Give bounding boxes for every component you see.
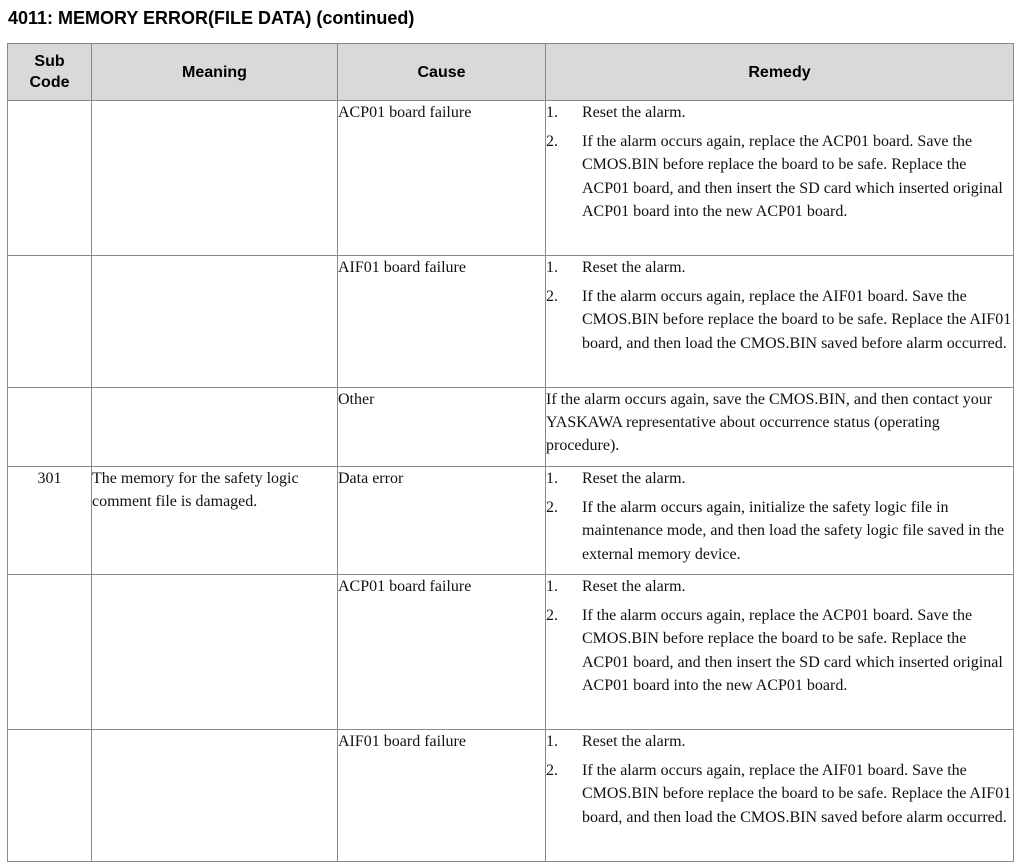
header-meaning: Meaning <box>92 44 338 101</box>
step-number: 1. <box>546 470 558 487</box>
remedy-cell <box>546 388 1014 467</box>
remedy-step <box>546 467 1013 491</box>
remedy-cell <box>546 467 1014 575</box>
sub-code-cell <box>8 256 92 388</box>
cause-cell: AIF01 board failure <box>338 730 546 862</box>
header-cause: Cause <box>338 44 546 101</box>
meaning-cell <box>92 388 338 467</box>
remedy-cell <box>546 101 1014 256</box>
step-text: If the alarm occurs again, replace the AIF01 board. Save the CMOS.BIN before replace the board to be safe. Replace the AIF01 board, and then load the CMOS.BIN saved before alarm occurred. <box>582 761 1012 826</box>
table-row <box>8 101 1014 256</box>
cause-cell: ACP01 board failure <box>338 101 546 256</box>
sub-code-cell: 301 <box>8 467 92 575</box>
step-text: Reset the alarm. <box>582 733 686 750</box>
sub-code-cell <box>8 730 92 862</box>
header-remedy: Remedy <box>546 44 1014 101</box>
remedy-step <box>546 285 1013 356</box>
remedy-step <box>546 759 1013 830</box>
table-header <box>8 44 1014 101</box>
table-row <box>8 256 1014 388</box>
cause-cell: Other <box>338 388 546 467</box>
remedy-step <box>546 730 1013 754</box>
step-text: Reset the alarm. <box>582 259 686 276</box>
sub-code-cell <box>8 575 92 730</box>
cause-cell: Data error <box>338 467 546 575</box>
step-text: Reset the alarm. <box>582 578 686 595</box>
step-text: If the alarm occurs again, replace the ACP01 board. Save the CMOS.BIN before replace the board to be safe. Replace the ACP01 board, and then insert the SD card which inserted original ACP01 board into the new ACP01 board. <box>582 606 1003 694</box>
alarm-table <box>7 43 1014 862</box>
meaning-cell <box>92 730 338 862</box>
step-text: Reset the alarm. <box>582 470 686 487</box>
step-number: 2. <box>546 761 558 779</box>
table-row <box>8 730 1014 862</box>
remedy-step <box>546 496 1013 567</box>
step-text: If the alarm occurs again, initialize the safety logic file in maintenance mode, and then load the safety logic file saved in the external memory device. <box>582 498 1005 563</box>
table-row <box>8 575 1014 730</box>
remedy-step <box>546 256 1013 280</box>
page-title: 4011: MEMORY ERROR(FILE DATA) (continued) <box>8 8 415 28</box>
step-number: 1. <box>546 259 558 276</box>
step-number: 2. <box>546 606 558 624</box>
table-row <box>8 388 1014 467</box>
step-number: 2. <box>546 287 558 305</box>
header-sub-code: Sub Code <box>8 44 92 101</box>
step-text: Reset the alarm. <box>582 104 686 121</box>
meaning-cell <box>92 256 338 388</box>
cause-cell: AIF01 board failure <box>338 256 546 388</box>
remedy-cell <box>546 730 1014 862</box>
sub-code-cell <box>8 101 92 256</box>
remedy-step <box>546 575 1013 599</box>
remedy-cell <box>546 575 1014 730</box>
meaning-cell <box>92 101 338 256</box>
step-number: 2. <box>546 132 558 150</box>
sub-code-cell <box>8 388 92 467</box>
step-text: If the alarm occurs again, replace the AIF01 board. Save the CMOS.BIN before replace the board to be safe. Replace the AIF01 board, and then load the CMOS.BIN saved before alarm occurred. <box>582 287 1012 352</box>
meaning-cell <box>92 575 338 730</box>
remedy-text: If the alarm occurs again, save the CMOS.BIN, and then contact your YASKAWA representative about occurrence status (operating procedure). <box>546 391 993 454</box>
step-number: 1. <box>546 578 558 595</box>
meaning-cell: The memory for the safety logic comment file is damaged. <box>92 467 338 575</box>
cause-cell: ACP01 board failure <box>338 575 546 730</box>
table-row <box>8 467 1014 575</box>
remedy-step <box>546 604 1013 698</box>
step-number: 1. <box>546 104 558 121</box>
remedy-step <box>546 101 1013 125</box>
step-text: If the alarm occurs again, replace the ACP01 board. Save the CMOS.BIN before replace the board to be safe. Replace the ACP01 board, and then insert the SD card which inserted original ACP01 board into the new ACP01 board. <box>582 132 1003 220</box>
remedy-step <box>546 130 1013 224</box>
step-number: 1. <box>546 733 558 750</box>
remedy-cell <box>546 256 1014 388</box>
step-number: 2. <box>546 498 558 516</box>
